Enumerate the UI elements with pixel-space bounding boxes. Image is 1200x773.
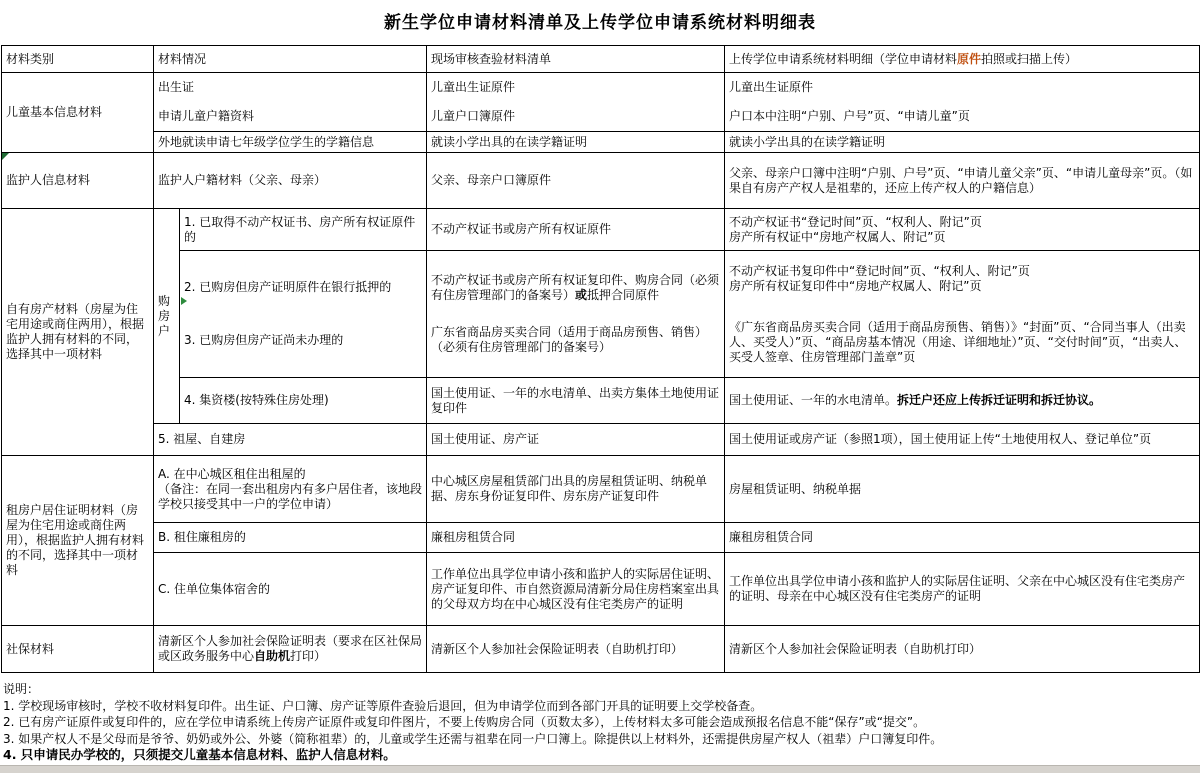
row-rental-a: [2, 456, 1200, 523]
cell-r6-upload: 国土使用证、一年的水电清单。拆迁户还应上传拆迁证明和拆迁协议。: [725, 378, 1200, 424]
cell-r11-situation: 清新区个人参加社会保险证明表（要求在区社保局或区政务服务中心自助机打印）: [154, 626, 427, 673]
cell-r8-onsite: 中心城区房屋租赁部门出具的房屋租赁证明、纳税单据、房东身份证复印件、房东房产证复印件: [427, 456, 725, 523]
cell-r8-upload: 房屋租赁证明、纳税单据: [725, 456, 1200, 523]
cell-r7-onsite: 国土使用证、房产证: [427, 424, 725, 456]
cell-r9-situation: B. 租住廉租房的: [154, 523, 427, 553]
cell-r10-upload: 工作单位出具学位申请小孩和监护人的实际居住证明、父亲在中心城区没有住宅类房产的证明、母亲在中心城区没有住宅类房产的证明: [725, 553, 1200, 626]
comment-marker-icon: [2, 153, 9, 160]
row-social-insurance: [2, 626, 1200, 673]
cell-r5-situation: 2. 已购房但房产证明原件在银行抵押的 3. 已购房但房产证尚未办理的: [180, 251, 427, 378]
cell-category-social-insurance: 社保材料: [2, 626, 154, 673]
cell-r4-onsite: 不动产权证书或房产所有权证原件: [427, 209, 725, 251]
cell-category-owned-property: 自有房产材料（房屋为住宅用途或商住两用），根据监护人拥有材料的不同，选择其中一项材料: [2, 209, 154, 456]
header-material-category: 材料类别: [2, 46, 154, 73]
row-owned-property-5: [2, 424, 1200, 456]
header-upload-detail: 上传学位申请系统材料明细（学位申请材料原件拍照或扫描上传）: [725, 46, 1200, 73]
notes-section: [3, 681, 1195, 764]
row-owned-property-4: [2, 378, 1200, 424]
header-material-situation: 材料情况: [154, 46, 427, 73]
cell-r10-onsite: 工作单位出具学位申请小孩和监护人的实际居住证明、房产证复印件、市自然资源局清新分局住房档案室出具的父母双方均在中心城区没有住宅类房产的证明: [427, 553, 725, 626]
cell-category-rental: 租房户居住证明材料（房屋为住宅用途或商住两用），根据监护人拥有材料的不同，选择其中一项材料: [2, 456, 154, 626]
cell-r7-upload: 国土使用证或房产证（参照1项），国土使用证上传“土地使用权人、登记单位”页: [725, 424, 1200, 456]
cell-r2-onsite: 就读小学出具的在读学籍证明: [427, 132, 725, 153]
note-1: 1. 学校现场审核时，学校不收材料复印件。出生证、户口簿、房产证等原件查验后退回，但为申请学位而到各部门开具的证明要上交学校备查。: [3, 698, 763, 713]
cell-r1-onsite: 儿童出生证原件 儿童户口簿原件: [427, 73, 725, 132]
cell-r11-upload: 清新区个人参加社会保险证明表（自助机打印）: [725, 626, 1200, 673]
cell-home-buyer-label: 购房户: [154, 209, 180, 424]
notes-label: 说明：: [3, 682, 40, 696]
cell-r6-situation: 4. 集资楼(按特殊住房处理): [180, 378, 427, 424]
cell-r2-situation: 外地就读申请七年级学位学生的学籍信息: [154, 132, 427, 153]
materials-table: [1, 45, 1200, 673]
note-3: 3. 如果产权人不是父母而是爷爷、奶奶或外公、外婆（简称祖辈）的，儿童或学生还需与祖辈在同一户口簿上。除提供以上材料外，还需提供房屋产权人（祖辈）户口簿复印件。: [3, 731, 943, 746]
cell-r11-onsite: 清新区个人参加社会保险证明表（自助机打印）: [427, 626, 725, 673]
cell-r1-upload: 儿童出生证原件 户口本中注明“户别、户号”页、“申请儿童”页: [725, 73, 1200, 132]
cell-r7-situation: 5. 祖屋、自建房: [154, 424, 427, 456]
row-rental-b: [2, 523, 1200, 553]
note-4: 4. 只申请民办学校的，只须提交儿童基本信息材料、监护人信息材料。: [3, 747, 396, 762]
row-owned-property-1: [2, 209, 1200, 251]
cell-r3-situation: 监护人户籍材料（父亲、母亲）: [154, 153, 427, 209]
row-child-basic-2: [2, 132, 1200, 153]
cell-category-child-info: 儿童基本信息材料: [2, 73, 154, 153]
cell-r1-situation: 出生证 申请儿童户籍资料: [154, 73, 427, 132]
flag-marker-icon: [181, 297, 187, 305]
note-2: 2. 已有房产证原件或复印件的，应在学位申请系统上传房产证原件或复印件图片，不要上传购房合同（页数太多），上传材料太多可能会造成预报名信息不能“保存”或“提交”。: [3, 715, 926, 729]
cell-r2-upload: 就读小学出具的在读学籍证明: [725, 132, 1200, 153]
row-rental-c: [2, 553, 1200, 626]
cell-r3-upload: 父亲、母亲户口簿中注明“户别、户号”页、“申请儿童父亲”页、“申请儿童母亲”页。（如果自有房产产权人是祖辈的，还应上传产权人的户籍信息）: [725, 153, 1200, 209]
header-row: [2, 46, 1200, 73]
row-guardian: [2, 153, 1200, 209]
row-owned-property-2-3: [2, 251, 1200, 378]
cell-r9-onsite: 廉租房租赁合同: [427, 523, 725, 553]
cell-r5-onsite: 不动产权证书或房产所有权证复印件、购房合同（必须有住房管理部门的备案号）或抵押合同原件 广东省商品房买卖合同（适用于商品房预售、销售）（必须有住房管理部门的备案号）: [427, 251, 725, 378]
bottom-edge-strip: [0, 765, 1200, 773]
cell-r4-upload: 不动产权证书“登记时间”页、“权利人、附记”页 房产所有权证中“房地产权属人、附记”页: [725, 209, 1200, 251]
cell-category-guardian-info: 监护人信息材料: [2, 153, 154, 209]
cell-r9-upload: 廉租房租赁合同: [725, 523, 1200, 553]
cell-r5-upload: 不动产权证书复印件中“登记时间”页、“权利人、附记”页 房产所有权证复印件中“房地产权属人、附记”页 《广东省商品房买卖合同（适用于商品房预售、销售）》“封面”页、“合同当事人（出卖人、买受人）”页、“商品房基本情况（用途、详细地址）”页、“交付时间”页，“出卖人、买受人签章、住房管理部门盖章”页: [725, 251, 1200, 378]
cell-r3-onsite: 父亲、母亲户口簿原件: [427, 153, 725, 209]
page-title: 新生学位申请材料清单及上传学位申请系统材料明细表: [384, 13, 816, 33]
cell-r6-onsite: 国土使用证、一年的水电清单、出卖方集体土地使用证复印件: [427, 378, 725, 424]
cell-r4-situation: 1. 已取得不动产权证书、房产所有权证原件的: [180, 209, 427, 251]
header-onsite-check-list: 现场审核查验材料清单: [427, 46, 725, 73]
highlight-original-copy: 原件: [957, 51, 982, 66]
cell-r10-situation: C. 住单位集体宿舍的: [154, 553, 427, 626]
row-child-basic-1: [2, 73, 1200, 132]
cell-r8-situation: A. 在中心城区租住出租屋的 （备注：在同一套出租房内有多户居住者，该地段学校只接受其中一户的学位申请）: [154, 456, 427, 523]
